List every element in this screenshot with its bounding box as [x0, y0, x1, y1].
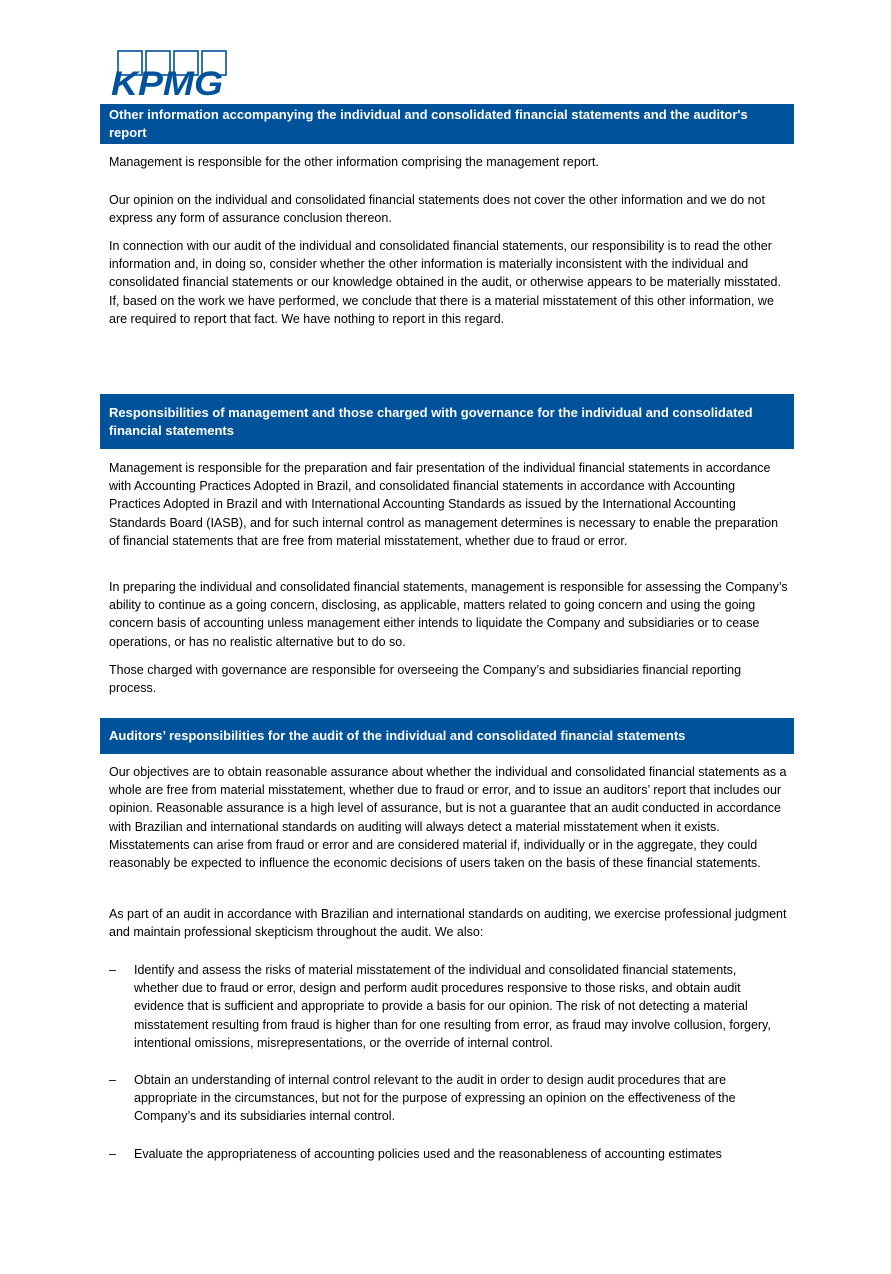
section-heading-other-information: [100, 104, 794, 144]
list-item: [109, 961, 789, 1052]
bullet-dash: –: [109, 1073, 116, 1087]
paragraph: As part of an audit in accordance with Brazilian and international standards on auditing, we exercise professional judgment and maintain professional skepticism throughout the audit. We also:: [109, 907, 787, 940]
list-item: [109, 1071, 789, 1126]
list-item-text: Obtain an understanding of internal control relevant to the audit in order to design audit procedures that are appropriate in the circumstances, but not for the purpose of expressing an opinion on the effectiveness of the Company’s and its subsidiaries internal control.: [134, 1073, 736, 1124]
bullet-dash: –: [109, 963, 116, 977]
section-heading-text: Auditors’ responsibilities for the audit of the individual and consolidated financial statements: [109, 728, 686, 743]
list-item-text: Evaluate the appropriateness of accounting policies used and the reasonableness of accounting estimates: [134, 1147, 722, 1161]
paragraph: Management is responsible for the other information comprising the management report.: [109, 155, 599, 169]
paragraph: Our objectives are to obtain reasonable assurance about whether the individual and consolidated financial statements as a whole are free from material misstatement, whether due to fraud or error, and to issue an auditors’ report that includes our opinion. Reasonable assurance is a high level of assurance, but is not a guarantee that an audit conducted in accordance with Brazilian and international standards on auditing will always detect a material misstatement when it exists. Misstatements can arise from fraud or error and are considered material if, individually or in the aggregate, they could reasonably be expected to influence the economic decisions of users taken on the basis of these financial statements.: [109, 765, 787, 871]
kpmg-logo: [109, 50, 229, 98]
section-heading-text: Other information accompanying the individual and consolidated financial statements and the auditor's report: [109, 107, 748, 140]
kpmg-logo-text: KPMG: [111, 65, 223, 98]
list-item-text: Identify and assess the risks of material misstatement of the individual and consolidated financial statements, whether due to fraud or error, design and perform audit procedures responsive to those risks, and obtain audit evidence that is sufficient and appropriate to provide a basis for our opinion. The risk of not detecting a material misstatement resulting from fraud is higher than for one resulting from error, as fraud may involve collusion, forgery, intentional omissions, misrepresentations, or the override of internal control.: [134, 963, 771, 1050]
paragraph: Management is responsible for the preparation and fair presentation of the individual financial statements in accordance with Accounting Practices Adopted in Brazil, and consolidated financial statements in accordance with Accounting Practices Adopted in Brazil and with International Accounting Standards as issued by the International Accounting Standards Board (IASB), and for such internal control as management determines is necessary to enable the preparation of financial statements that are free from material misstatement, whether due to fraud or error.: [109, 461, 779, 548]
paragraph: In preparing the individual and consolidated financial statements, management is responsible for assessing the Company’s ability to continue as a going concern, disclosing, as applicable, matters related to going concern and using the going concern basis of accounting unless management either intends to liquidate the Company and subsidiaries or to cease operations, or has no realistic alternative but to do so.: [109, 580, 788, 649]
paragraph: Our opinion on the individual and consolidated financial statements does not cover the other information and we do not express any form of assurance conclusion thereon.: [109, 193, 765, 226]
list-item: [109, 1145, 789, 1163]
section-heading-text: Responsibilities of management and those charged with governance for the individual and consolidated financial statements: [109, 404, 753, 438]
bullet-dash: –: [109, 1147, 116, 1161]
section-heading-auditor-responsibilities: [100, 718, 794, 754]
paragraph: In connection with our audit of the individual and consolidated financial statements, our responsibility is to read the other information and, in doing so, consider whether the other information is materially inconsistent with the individual and consolidated financial statements or our knowledge obtained in the audit, or otherwise appears to be materially misstated. If, based on the work we have performed, we conclude that there is a material misstatement of this other information, we are required to report that fact. We have nothing to report in this regard.: [109, 239, 781, 326]
paragraph: Those charged with governance are responsible for overseeing the Company’s and subsidiaries financial reporting process.: [109, 663, 742, 696]
section-heading-management-responsibilities: [100, 394, 794, 449]
